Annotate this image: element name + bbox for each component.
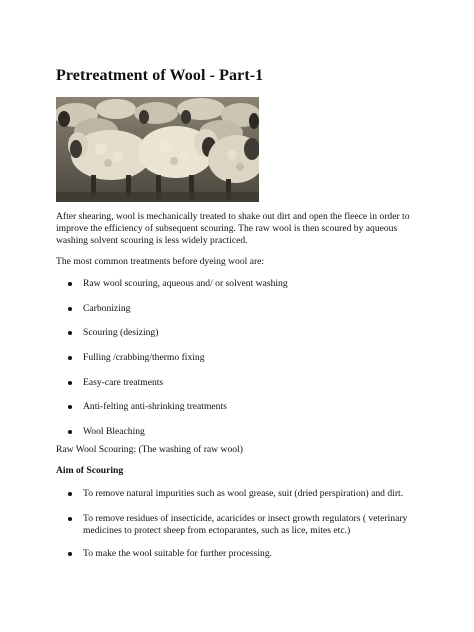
bullet-icon bbox=[68, 492, 72, 496]
bullet-icon bbox=[68, 430, 72, 434]
treatments-intro: The most common treatments before dyeing wool are: bbox=[56, 256, 265, 267]
bullet-icon bbox=[68, 331, 72, 335]
list-item: Carbonizing bbox=[56, 303, 436, 328]
bullet-icon bbox=[68, 282, 72, 286]
bullet-icon bbox=[68, 356, 72, 360]
list-item: To remove natural impurities such as wool grease, suit (dried perspiration) and dirt. bbox=[56, 488, 426, 513]
bullet-icon bbox=[68, 552, 72, 556]
bullet-icon bbox=[68, 381, 72, 385]
bullet-icon bbox=[68, 307, 72, 311]
list-item: Wool Bleaching bbox=[56, 426, 436, 451]
list-item: Anti-felting anti-shrinking treatments bbox=[56, 401, 436, 426]
list-item: To make the wool suitable for further processing. bbox=[56, 548, 426, 562]
intro-paragraph: After shearing, wool is mechanically treated to shake out dirt and open the fleece in order to improve the efficiency of subsequent scouring. The raw wool is then scoured by aqueous washing solvent scouring is less widely practiced. bbox=[56, 211, 410, 247]
list-item: Fulling /crabbing/thermo fixing bbox=[56, 352, 436, 377]
list-item: Scouring (desizing) bbox=[56, 327, 436, 352]
list-item: Raw wool scouring, aqueous and/ or solvent washing bbox=[56, 278, 436, 303]
aims-list bbox=[56, 488, 426, 562]
treatments-list bbox=[56, 278, 436, 451]
sheep-photo bbox=[56, 97, 259, 202]
aim-heading: Aim of Scouring bbox=[56, 465, 124, 476]
bullet-icon bbox=[68, 405, 72, 409]
page-title: Pretreatment of Wool - Part-1 bbox=[56, 67, 264, 84]
list-item: To remove residues of insecticide, acaricides or insect growth regulators ( veterinary medicines to protect sheep from ectoparantes, such as lice, mites etc.) bbox=[56, 513, 426, 548]
raw-wool-scouring-heading: Raw Wool Scouring: (The washing of raw wool) bbox=[56, 444, 243, 455]
list-item: Easy-care treatments bbox=[56, 377, 436, 402]
sheep-image bbox=[56, 97, 259, 202]
bullet-icon bbox=[68, 517, 72, 521]
